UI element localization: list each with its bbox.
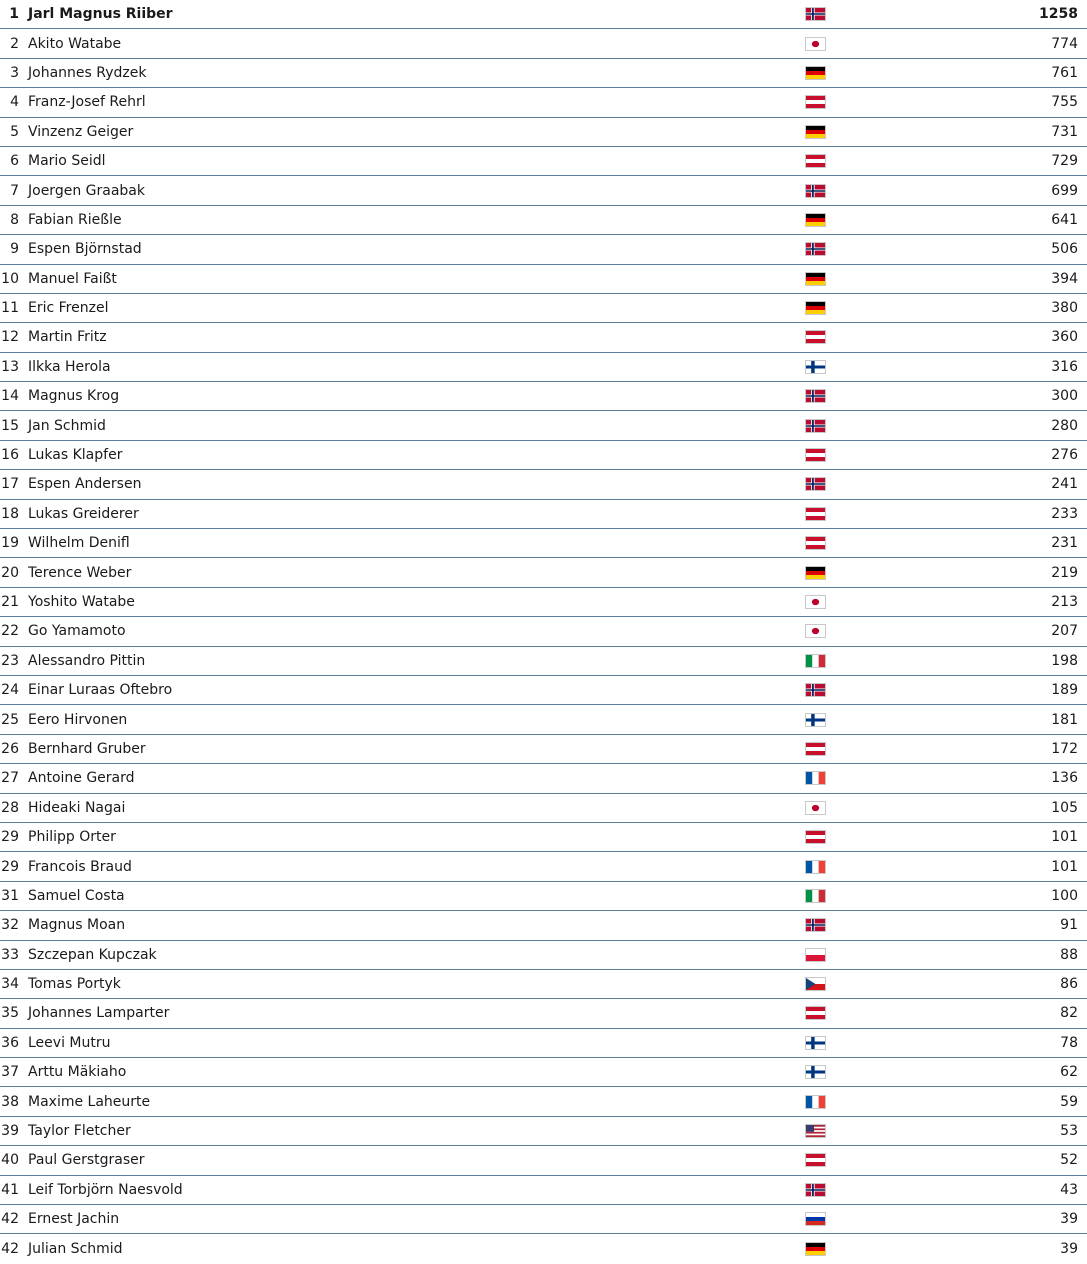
points-value: 280 [1051, 417, 1078, 434]
points-value: 189 [1051, 682, 1078, 699]
rank-number: 17 [1, 476, 19, 493]
flag-norway-icon [805, 477, 826, 491]
points-value: 213 [1051, 594, 1078, 610]
points-value: 241 [1051, 476, 1078, 493]
flag-italy-icon [805, 889, 826, 903]
standings-row[interactable] [0, 1146, 1087, 1175]
flag-norway-icon [805, 918, 826, 932]
flag-france-icon [805, 1095, 826, 1109]
rank-number: 29 [1, 858, 19, 875]
points-value: 86 [1060, 976, 1078, 993]
points-value: 39 [1060, 1241, 1078, 1258]
flag-norway-icon [805, 7, 826, 21]
standings-row[interactable] [0, 941, 1087, 970]
rank-number: 27 [1, 770, 19, 787]
flag-austria-icon [805, 154, 826, 168]
standings-row[interactable] [0, 59, 1087, 88]
flag-austria-icon [805, 830, 826, 844]
athlete-name[interactable]: Terence Weber [28, 564, 132, 581]
flag-austria-icon [805, 507, 826, 521]
athlete-name[interactable]: Ilkka Herola [28, 358, 111, 375]
flag-norway-icon [805, 1183, 826, 1197]
athlete-name[interactable]: Samuel Costa [28, 887, 125, 904]
flag-austria-icon [805, 1006, 826, 1020]
standings-row[interactable] [0, 1029, 1087, 1058]
athlete-name[interactable]: Leevi Mutru [28, 1034, 111, 1051]
points-value: 276 [1051, 447, 1078, 464]
points-value: 731 [1051, 123, 1078, 140]
rank-number: 36 [1, 1034, 19, 1051]
flag-finland-icon [805, 1036, 826, 1050]
standings-row[interactable] [0, 999, 1087, 1028]
standings-row[interactable] [0, 1087, 1087, 1116]
athlete-name[interactable]: Einar Luraas Oftebro [28, 682, 173, 699]
rank-number: 42 [1, 1241, 19, 1258]
points-value: 101 [1051, 858, 1078, 875]
standings-row[interactable] [0, 558, 1087, 587]
athlete-name[interactable]: Magnus Moan [28, 917, 126, 934]
flag-germany-icon [805, 213, 826, 227]
flag-france-icon [805, 860, 826, 874]
points-value: 62 [1060, 1064, 1078, 1081]
athlete-name[interactable]: Yoshito Watabe [28, 594, 135, 610]
standings-row[interactable] [0, 265, 1087, 294]
athlete-name[interactable]: Szczepan Kupczak [28, 946, 157, 963]
flag-france-icon [805, 771, 826, 785]
athlete-name[interactable]: Go Yamamoto [28, 623, 126, 640]
rank-number: 24 [1, 682, 19, 699]
athlete-name[interactable]: Maxime Laheurte [28, 1093, 151, 1110]
rank-number: 18 [1, 505, 19, 522]
athlete-name[interactable]: Tomas Portyk [28, 976, 121, 993]
athlete-name[interactable]: Vinzenz Geiger [28, 123, 134, 140]
athlete-name[interactable]: Joergen Graabak [28, 182, 145, 199]
rank-number: 37 [1, 1064, 19, 1081]
rank-number: 14 [1, 388, 19, 405]
athlete-name[interactable]: Jan Schmid [28, 417, 106, 434]
flag-finland-icon [805, 713, 826, 727]
standings-row[interactable] [0, 823, 1087, 852]
rank-number: 8 [10, 211, 19, 228]
standings-row[interactable] [0, 970, 1087, 999]
rank-number: 11 [1, 300, 19, 317]
flag-japan-icon [805, 624, 826, 638]
points-value: 82 [1060, 1005, 1078, 1022]
flag-norway-icon [805, 242, 826, 256]
points-value: 101 [1051, 829, 1078, 846]
rank-number: 33 [1, 946, 19, 963]
points-value: 53 [1060, 1123, 1078, 1140]
points-value: 39 [1060, 1211, 1078, 1228]
standings-row[interactable] [0, 617, 1087, 646]
standings-row[interactable] [0, 118, 1087, 147]
standings-row[interactable] [0, 1058, 1087, 1087]
points-value: 105 [1051, 799, 1078, 816]
flag-germany-icon [805, 301, 826, 315]
points-value: 198 [1051, 652, 1078, 669]
standings-row[interactable] [0, 382, 1087, 411]
flag-germany-icon [805, 125, 826, 139]
athlete-name[interactable]: Mario Seidl [28, 153, 106, 170]
points-value: 78 [1060, 1034, 1078, 1051]
standings-row[interactable] [0, 882, 1087, 911]
standings-row[interactable] [0, 735, 1087, 764]
standings-row[interactable] [0, 794, 1087, 823]
athlete-name[interactable]: Magnus Krog [28, 388, 120, 405]
points-value: 316 [1051, 358, 1078, 375]
flag-norway-icon [805, 389, 826, 403]
points-value: 761 [1051, 64, 1078, 81]
athlete-name[interactable]: Lukas Greiderer [28, 505, 139, 522]
flag-austria-icon [805, 1153, 826, 1167]
standings-row[interactable] [0, 764, 1087, 793]
athlete-name[interactable]: Wilhelm Denifl [28, 535, 130, 552]
flag-austria-icon [805, 330, 826, 344]
athlete-name[interactable]: Hideaki Nagai [28, 799, 126, 816]
points-value: 394 [1051, 270, 1078, 287]
athlete-name[interactable]: Martin Fritz [28, 329, 107, 346]
standings-row[interactable] [0, 529, 1087, 558]
rank-number: 16 [1, 447, 19, 464]
athlete-name[interactable]: Manuel Faißt [28, 270, 117, 287]
flag-russia-icon [805, 1212, 826, 1226]
standings-row[interactable] [0, 705, 1087, 734]
rank-number: 41 [1, 1181, 19, 1198]
flag-norway-icon [805, 184, 826, 198]
standings-row[interactable] [0, 470, 1087, 499]
points-value: 91 [1060, 917, 1078, 934]
points-value: 300 [1051, 388, 1078, 405]
flag-germany-icon [805, 1242, 826, 1256]
flag-austria-icon [805, 536, 826, 550]
standings-row[interactable] [0, 1234, 1087, 1263]
rank-number: 15 [1, 417, 19, 434]
rank-number: 38 [1, 1093, 19, 1110]
rank-number: 9 [10, 241, 19, 258]
flag-austria-icon [805, 448, 826, 462]
rank-number: 12 [1, 329, 19, 346]
standings-row[interactable] [0, 647, 1087, 676]
athlete-name[interactable]: Antoine Gerard [28, 770, 135, 787]
flag-norway-icon [805, 419, 826, 433]
rank-number: 26 [1, 740, 19, 757]
flag-italy-icon [805, 654, 826, 668]
athlete-name[interactable]: Eric Frenzel [28, 300, 109, 317]
rank-number: 3 [10, 64, 19, 81]
rank-number: 4 [10, 94, 19, 111]
athlete-name[interactable]: Franz-Josef Rehrl [28, 94, 146, 111]
points-value: 506 [1051, 241, 1078, 258]
athlete-name[interactable]: Arttu Mäkiaho [28, 1064, 127, 1081]
athlete-name[interactable]: Ernest Jachin [28, 1211, 120, 1228]
points-value: 207 [1051, 623, 1078, 640]
flag-germany-icon [805, 272, 826, 286]
points-value: 380 [1051, 300, 1078, 317]
rank-number: 10 [1, 270, 19, 287]
points-value: 100 [1051, 887, 1078, 904]
rank-number: 39 [1, 1123, 19, 1140]
rank-number: 25 [1, 711, 19, 728]
points-value: 88 [1060, 946, 1078, 963]
rank-number: 19 [1, 535, 19, 552]
athlete-name[interactable]: Jarl Magnus Riiber [28, 6, 173, 23]
rank-number: 32 [1, 917, 19, 934]
rank-number: 23 [1, 652, 19, 669]
athlete-name[interactable]: Julian Schmid [28, 1241, 123, 1258]
points-value: 231 [1051, 535, 1078, 552]
rank-number: 31 [1, 887, 19, 904]
standings-row[interactable] [0, 588, 1087, 617]
points-value: 1258 [1039, 6, 1078, 23]
standings-row[interactable] [0, 323, 1087, 352]
standings-row[interactable] [0, 206, 1087, 235]
athlete-name[interactable]: Francois Braud [28, 858, 132, 875]
flag-japan-icon [805, 37, 826, 51]
athlete-name[interactable]: Lukas Klapfer [28, 447, 123, 464]
rank-number: 42 [1, 1211, 19, 1228]
athlete-name[interactable]: Johannes Lamparter [28, 1005, 170, 1022]
points-value: 136 [1051, 770, 1078, 787]
rank-number: 1 [9, 6, 19, 23]
points-value: 59 [1060, 1093, 1078, 1110]
flag-finland-icon [805, 360, 826, 374]
flag-austria-icon [805, 742, 826, 756]
athlete-name[interactable]: Bernhard Gruber [28, 740, 146, 757]
rank-number: 7 [10, 182, 19, 199]
standings-row[interactable] [0, 235, 1087, 264]
standings-row[interactable] [0, 1117, 1087, 1146]
rank-number: 35 [1, 1005, 19, 1022]
standings-row[interactable] [0, 441, 1087, 470]
flag-poland-icon [805, 948, 826, 962]
points-value: 233 [1051, 505, 1078, 522]
athlete-name[interactable]: Leif Torbjörn Naesvold [28, 1181, 183, 1198]
rank-number: 28 [1, 799, 19, 816]
points-value: 755 [1051, 94, 1078, 111]
standings-row[interactable] [0, 911, 1087, 940]
rank-number: 6 [10, 153, 19, 170]
standings-row[interactable] [0, 294, 1087, 323]
rank-number: 29 [1, 829, 19, 846]
flag-germany-icon [805, 566, 826, 580]
standings-row[interactable] [0, 0, 1087, 29]
points-value: 43 [1060, 1181, 1078, 1198]
standings-row[interactable] [0, 176, 1087, 205]
athlete-name[interactable]: Espen Andersen [28, 476, 142, 493]
points-value: 699 [1051, 182, 1078, 199]
standings-row[interactable] [0, 88, 1087, 117]
standings-row[interactable] [0, 1176, 1087, 1205]
points-value: 774 [1051, 35, 1078, 52]
athlete-name[interactable]: Alessandro Pittin [28, 652, 146, 669]
rank-number: 34 [1, 976, 19, 993]
standings-row[interactable] [0, 500, 1087, 529]
rank-number: 21 [1, 594, 19, 610]
points-value: 360 [1051, 329, 1078, 346]
athlete-name[interactable]: Johannes Rydzek [28, 64, 147, 81]
points-value: 181 [1051, 711, 1078, 728]
athlete-name[interactable]: Paul Gerstgraser [28, 1152, 145, 1169]
standings-row[interactable] [0, 676, 1087, 705]
standings-row[interactable] [0, 353, 1087, 382]
flag-finland-icon [805, 1065, 826, 1079]
points-value: 641 [1051, 211, 1078, 228]
points-value: 219 [1051, 564, 1078, 581]
rank-number: 40 [1, 1152, 19, 1169]
rank-number: 5 [10, 123, 19, 140]
athlete-name[interactable]: Fabian Rießle [28, 211, 122, 228]
flag-austria-icon [805, 95, 826, 109]
athlete-name[interactable]: Eero Hirvonen [28, 711, 128, 728]
points-value: 52 [1060, 1152, 1078, 1169]
rank-number: 2 [10, 35, 19, 52]
rank-number: 20 [1, 564, 19, 581]
standings-row[interactable] [0, 411, 1087, 440]
rank-number: 13 [1, 358, 19, 375]
athlete-name[interactable]: Philipp Orter [28, 829, 116, 846]
rank-number: 22 [1, 623, 19, 640]
standings-row[interactable] [0, 147, 1087, 176]
athlete-name[interactable]: Taylor Fletcher [28, 1123, 131, 1140]
standings-row[interactable] [0, 29, 1087, 58]
flag-usa-icon [805, 1124, 826, 1138]
points-value: 172 [1051, 740, 1078, 757]
flag-norway-icon [805, 683, 826, 697]
flag-japan-icon [805, 595, 826, 609]
athlete-name[interactable]: Espen Björnstad [28, 241, 142, 258]
athlete-name[interactable]: Akito Watabe [28, 35, 122, 52]
standings-row[interactable] [0, 852, 1087, 881]
standings-row[interactable] [0, 1205, 1087, 1234]
flag-germany-icon [805, 66, 826, 80]
points-value: 729 [1051, 153, 1078, 170]
flag-czech-icon [805, 977, 826, 991]
flag-japan-icon [805, 801, 826, 815]
